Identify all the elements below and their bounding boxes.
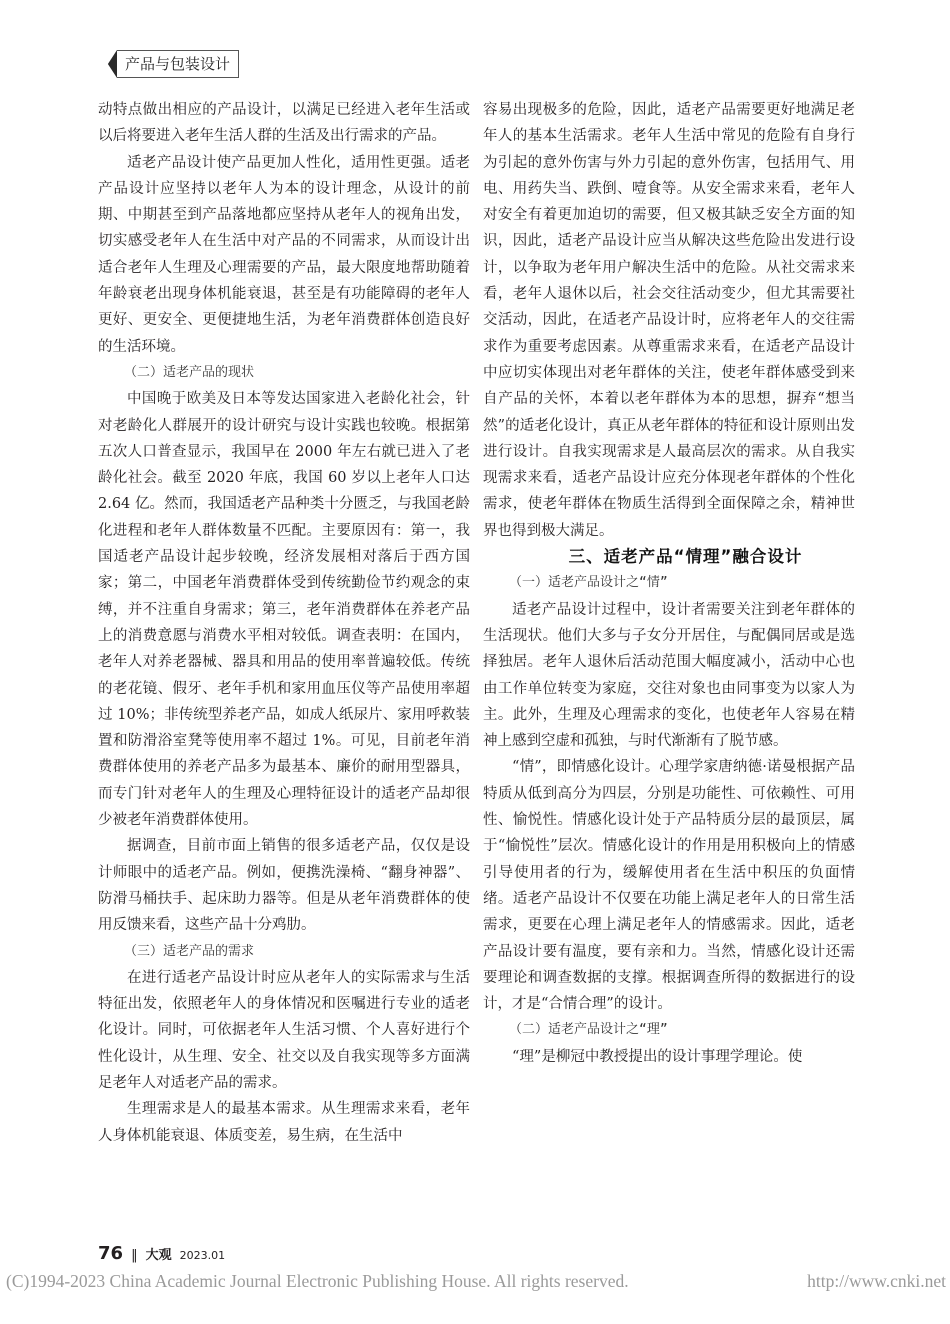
copyright-url: http://www.cnki.net <box>807 1271 946 1291</box>
paragraph: “理”是柳冠中教授提出的设计事理学理论。使 <box>512 1048 803 1065</box>
subsection-heading: （二）适老产品设计之“理” <box>509 1022 668 1038</box>
paragraph: 适老产品设计使产品更加人性化，适用性更强。适老产品设计应坚持以老年人为本的设计理念，从设计的前期、中期甚至到产品落地都应坚持从老年人的视角出发，切实感受老年人在生活中对产品的不同需求，从而设计出适合老年人生理及心理需要的产品，最大限度地帮助随着年龄衰老出现身体机能衰退，甚至是有功能障碍的老年人更好、更安全、更便捷地生活，为老年消费群体创造良好的生活环境。 <box>98 154 470 355</box>
paragraph: 动特点做出相应的产品设计，以满足已经进入老年生活或以后将要进入老年生活人群的生活及出行需求的产品。 <box>98 102 470 145</box>
section-tab <box>103 50 239 78</box>
subsection-heading: （三）适老产品的需求 <box>124 943 255 959</box>
copyright-notice: (C)1994-2023 China Academic Journal Electronic Publishing House. All rights reserved. <box>6 1271 629 1291</box>
footer-separator: ‖ <box>131 1248 138 1263</box>
subsection-heading: （二）适老产品的现状 <box>124 364 255 380</box>
paragraph: “情”，即情感化设计。心理学家唐纳德·诺曼根据产品特质从低到高分为四层，分别是功能性、可依赖性、可用性、愉悦性。情感化设计处于产品特质分层的最顶层，属于“愉悦性”层次。情感化设计的作用是用积极向上的情感引导使用者的行为，缓解使用者在生活中积压的负面情绪。适老产品设计不仅要在功能上满足老年人的日常生活需求，更要在心理上满足老年人的情感需求。因此，适老产品设计要有温度，要有亲和力。当然，情感化设计还需要理论和调查数据的支撑。根据调查所得的数据进行的设计，才是“合情合理”的设计。 <box>483 759 855 1013</box>
section-label: 产品与包装设计 <box>117 50 239 78</box>
paragraph: 容易出现极多的危险，因此，适老产品需要更好地满足老年人的基本生活需求。老年人生活中常见的危险有自身行为引起的意外伤害与外力引起的意外伤害，包括用气、用电、用药失当、跌倒、噎食等。从安全需求来看，老年人对安全有着更加迫切的需要，但又极其缺乏安全方面的知识，因此，适老产品设计应当从解决这些危险出发进行设计，以争取为老年用户解决生活中的危险。从社交需求来看，老年人退休以后，社会交往活动变少，但尤其需要社交活动，因此，在适老产品设计时，应将老年人的交往需求作为重要考虑因素。从尊重需求来看，在适老产品设计中应切实体现出对老年群体的关注，使老年群体感受到来自产品的关怀，本着以老年群体为本的思想，摒弃“想当然”的适老化设计，真正从老年群体的特征和设计原则出发进行设计。自我实现需求是人最高层次的需求。从自我实现需求来看，适老产品设计应充分体现老年群体的个性化需求，使老年群体在物质生活得到全面保障之余，精神世界也得到极大满足。 <box>483 102 855 539</box>
page-number: 76 <box>98 1243 124 1264</box>
page-footer <box>98 1243 225 1264</box>
paragraph: 生理需求是人的最基本需求。从生理需求来看，老年人身体机能衰退、体质变差，易生病，在生活中 <box>98 1101 470 1144</box>
paragraph: 中国晚于欧美及日本等发达国家进入老龄化社会，针对老龄化人群展开的设计研究与设计实践也较晚。根据第五次人口普查显示，我国早在 2000 年左右就已进入了老龄化社会。截至 2020 年底，我国 60 岁以上老年人口达 2.64 亿。然而，我国适老产品种类十分匮乏，与我国老龄化进程和老年人群体数量不匹配。主要原因有：第一，我国适老产品设计起步较晚，经济发展相对落后于西方国家；第二，中国老年消费群体受到传统勤俭节约观念的束缚，并不注重自身需求；第三，老年消费群体在养老产品上的消费意愿与消费水平相对较低。调查表明：在国内，老年人对养老器械、器具和用品的使用率普遍较低。传统的老花镜、假牙、老年手机和家用血压仪等产品使用率超过 10%；非传统型养老产品，如成人纸尿片、家用呼救装置和防滑浴室凳等使用率不超过 1%。可见，目前老年消费群体使用的养老产品多为最基本、廉价的耐用型器具，而专门针对老年人的生理及心理特征设计的适老产品却很少被老年消费群体使用。 <box>98 391 470 829</box>
copyright-line <box>6 1271 946 1292</box>
paragraph: 在进行适老产品设计时应从老年人的实际需求与生活特征出发，依照老年人的身体情况和医嘱进行专业的适老化设计。同时，可依据老年人生活习惯、个人喜好进行个性化设计，从生理、安全、社交以及自我实现等多方面满足老年人对适老产品的需求。 <box>98 969 470 1091</box>
tab-marker-icon <box>103 50 117 78</box>
right-column <box>483 97 855 1070</box>
paragraph: 适老产品设计过程中，设计者需要关注到老年群体的生活现状。他们大多与子女分开居住，与配偶同居或是选择独居。老年人退休后活动范围大幅度减小，活动中心也由工作单位转变为家庭，交往对象也由同事变为以家人为主。此外，生理及心理需求的变化，也使老年人容易在精神上感到空虚和孤独，与时代渐渐有了脱节感。 <box>483 601 855 750</box>
left-column <box>98 97 470 1149</box>
subsection-heading: （一）适老产品设计之“情” <box>509 575 668 591</box>
section-heading: 三、适老产品“情理”融合设计 <box>568 547 803 567</box>
issue-date: 2023.01 <box>179 1249 226 1262</box>
journal-name: 大观 <box>145 1248 172 1263</box>
paragraph: 据调查，目前市面上销售的很多适老产品，仅仅是设计师眼中的适老产品。例如，便携洗澡椅、“翻身神器”、防滑马桶扶手、起床助力器等。但是从老年消费群体的使用反馈来看，这些产品十分鸡肋。 <box>98 838 470 934</box>
